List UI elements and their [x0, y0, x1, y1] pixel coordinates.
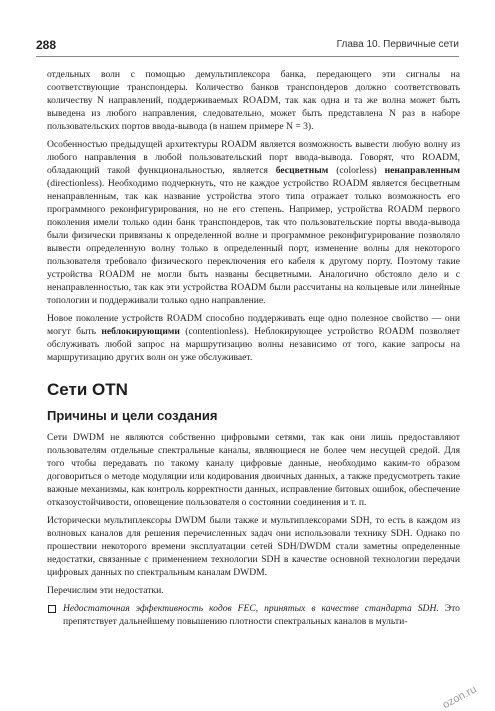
paragraph-4: Сети DWDM не являются собственно цифровыми сетями, так как они лишь предоставляют пользователям отдельные спектральные каналы, являющиеся не более чем несущей средой. Для того чтобы передавать по такому каналу цифровые данные, необходимо каким-то образом договориться о методе модуляции или кодирования двоичных данных, а также предусмотреть такие важные механизмы, как контроль корректности данных, исправление битовых ошибок, обеспечение отказоустойчивости, оповещение пользователя о состоянии соединения и т. п.	[47, 432, 460, 508]
bullet-1-text: Это препятствует дальнейшему повышению плотности спектральных каналов в мульти-	[63, 603, 460, 627]
paragraph-3-text-a: Новое поколение устройств ROADM способно поддерживать еще одно полезное свойство — они могут быть	[47, 313, 460, 337]
page-header	[36, 38, 459, 56]
running-title: Глава 10. Первичные сети	[336, 39, 459, 50]
paragraph-1: отдельных волн с помощью демультиплексора банка, передающего эти сигналы на соответствующие транспондеры. Количество банков транспондеров должно соответствовать количеству N направлений, поддерживаемых ROADM, так как одна и та же волна может быть выведена из любого направления, следовательно, может быть представлена N раз в наборе пользовательских портов ввода-вывода (в нашем примере N = 3).	[47, 69, 460, 132]
paragraph-5: Исторически мультиплексоры DWDM были также и мультиплексорами SDH, то есть в каждом из волновых каналов для решения перечисленных задач они использовали технику SDH. Однако по прошествии некоторого времени эксплуатации сетей SDH/DWDM стали заметны определенные недостатки, связанные с применением технологии SDH в качестве основной технологии передачи цифровых данных по спектральным каналам DWDM.	[47, 515, 460, 578]
paragraph-3-text-c: (contentionless). Неблокирующее устройство ROADM позволяет обслуживать любой запрос на маршрутизацию волны независимо от того, какие запросы на маршрутизацию других волн он уже обслуживает.	[47, 326, 460, 363]
header-divider	[36, 56, 459, 57]
watermark: ozon.ru	[440, 683, 479, 711]
checkbox-bullet-icon	[48, 605, 56, 613]
term-colorless: бесцветным	[275, 165, 329, 176]
page-body	[47, 68, 460, 633]
bullet-1-italic: Недостаточная эффективность кодов FEC, принятых в качестве стандарта SDH.	[63, 603, 439, 614]
term-contentionless: неблокирующими	[101, 326, 180, 337]
paragraph-2-text-c: (colorless)	[328, 165, 385, 176]
section-heading: Сети OTN	[47, 380, 128, 399]
page-number: 288	[36, 38, 57, 52]
bullet-item-1	[47, 602, 460, 628]
paragraph-2-text-d: (directionless). Необходимо подчеркнуть, что не каждое устройство ROADM является бесцветным ненаправленным, так как название устройства этого типа отражает только возможность его программного реконфигурирования, но не его степень. Например, устройства ROADM первого поколения имели только один банк транспондеров, так что пользовательские порты ввода-вывода были физически привязаны к определенной волне и программное реконфигурирование позволяло вывести определенную волну только в определенный порт, изменение волны для некоторого пользователя требовало физического переключения его кабеля к другому порту. Поэтому такие устройства ROADM не могли быть названы бесцветными. Аналогично обстояло дело и с ненаправленностью, так как эти устройства ROADM были рассчитаны на кольцевые или линейные топологии и поддерживали только одно направление.	[47, 178, 460, 306]
subsection-heading: Причины и цели создания	[47, 408, 218, 423]
paragraph-3	[47, 312, 460, 364]
term-directionless: ненаправленным	[384, 165, 460, 176]
paragraph-6: Перечислим эти недостатки.	[47, 585, 164, 596]
paragraph-2-text-a: Особенностью предыдущей архитектуры ROADM является возможность вывести любую волну из любого направления в любой пользовательский порт ввода-вывода. Говорят, что ROADM, обладающий такой функциональностью, является	[47, 139, 460, 176]
paragraph-2	[47, 138, 460, 307]
